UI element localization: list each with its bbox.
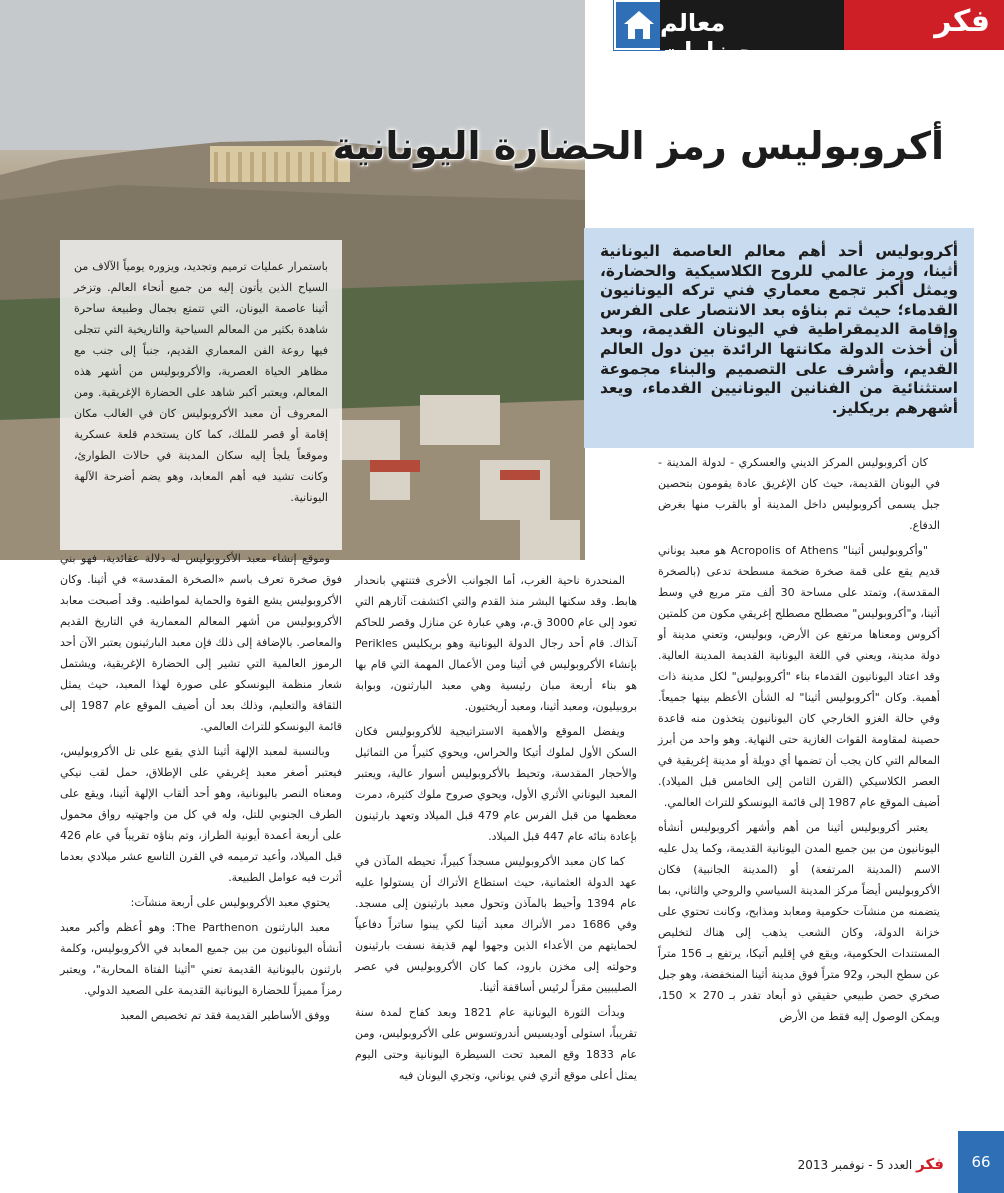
subsection-label bbox=[660, 0, 844, 65]
section-label bbox=[844, 0, 1004, 50]
page-number: 66 bbox=[958, 1131, 1004, 1193]
paragraph: يحتوي معبد الأكروبوليس على أربعة منشآت: bbox=[130, 896, 330, 909]
column-middle bbox=[355, 570, 637, 1090]
paragraph: كما كان معبد الأكروبوليس مسجداً كبيراً، تحيطه المآذن في عهد الدولة العثمانية، حيث استطاع الأتراك أن يستولوا عليه عام 1394 وأحيط بالمآذن وتحول معبد بارثينون إلى مسجد. وفي 1686 دمر الأتراك معبد أثينا لكي يبنوا ساتراً دفاعياً لحمايتهم من الأعداء الذين وجهوا لهم قذيفة نسفت بارثينون وحولته إلى مخزن بارود، كما كان الأكروبوليس في عصر الصليبيين مقراً لرئيس أساقفة أثينا. bbox=[355, 855, 637, 994]
paragraph: يعتبر أكروبوليس أثينا من أهم وأشهر أكروبوليس أنشأه اليونانيون من بين جميع المدن اليونانية القديمة، وكما يدل عليه الاسم (المدينة المرتفعة) أو (المدينة الجانبية) فكان الأكروبوليس أيضاً مركز المدينة السياسي والروحي والثاني، بما يتضمنه من منشآت حكومية ومعابد ومذابح، وكانت تحتوي على خزانة الدولة، وكان الشعب يذهب إلى هناك لتخليص المستندات الحكومية، ويقع في إقليم أتيكا، يرتفع بـ 156 متراً عن سطح البحر، و92 متراً فوق مدينة أثينا المنخفضة، وهو جبل صخري حصن طبيعي حقيقي ذو أبعاد تقدر بـ 270 × 150، ويمكن الوصول إليه فقط من الأرض bbox=[658, 821, 941, 1023]
overlay-paragraph: باستمرار عمليات ترميم وتجديد، ويزوره يومياً الآلاف من السياح الذين يأتون إليه من جميع أنحاء العالم. وتزخر أثينا عاصمة اليونان، التي تتمتع بجمال وطبيعة ساحرة شاهدة بكثير من المعالم السياحية والتاريخية التي تتجلى فيها روعة الفن المعماري القديم، جنباً إلى جنب مع مظاهر الحياة العصرية، والأكروبوليس من أشهر هذه المعالم، ويعتبر أكبر شاهد على الحضارة الإغريقية. ومن المعروف أن معبد الأكروبوليس كان في الغالب مكان إقامة أو قصر للملك، كما كان يستخدم قلعة عسكرية وموقعاً يلجأ إليه سكان المدينة في حالات الطوارئ، وكانت تشيد فيه أهم المعابد، وهو يضم أضرحة الآلهة اليونانية. bbox=[60, 240, 342, 550]
footer-magazine: فكر bbox=[916, 1155, 944, 1173]
home-icon[interactable] bbox=[614, 0, 664, 50]
paragraph: "وأكروبوليس أثينا" Acropolis of Athens هو معبد يوناني قديم يقع على قمة صخرة ضخمة مسطحة تدعى (بالصخرة المقدسة)، وتمتد على مساحة 30 ألف متر مربع في وسط أثينا، و"أكروبوليس" مصطلح مصطلح إغريقي مكون من كلمتين أكروس ومعناها مرتفع عن الأرض، وبوليس، وتعني مدينة أو دولة مدينة، ويعني في اللغة اليونانية القديمة المدينة العالية. وقد اعتاد اليونانيون القدماء بناء "أكروبوليس" لكل مدينة ذات أهمية. وكان "أكروبوليس أثينا" له الشأن الأعظم بينها جميعاً. وفي حالة الغزو الخارجي كان اليونانيون يتخذون منه قاعدة حصينة لمقاومة القوات الغازية حتى النهاية. وهو واحد من أبرز المعالم التي كان يجب أن تضمها أي دويلة أو مدينة إغريقية في العصر الكلاسيكي (القرن الثامن إلى الخامس قبل الميلاد). أضيف الموقع عام 1987 إلى قائمة اليونسكو للتراث العالمي. bbox=[658, 544, 940, 809]
subsection-text: معالم وحضارات bbox=[660, 9, 772, 65]
lead-paragraph: أكروبوليس أحد أهم معالم العاصمة اليونانية أثينا، ورمز عالمي للروح الكلاسيكية والحضارة، ويمثل أكبر تجمع معماري فني تركه اليونانيون القدماء؛ حيث تم بناؤه بعد الانتصار على الفرس وإقامة الديمقراطية في اليونان القديمة، وبعد أن أخذت الدولة مكانتها الرائدة بين دول العالم القديم، وأشرف على التصميم والبناء مجموعة استثنائية من الفنانين اليونانيين القدماء، ويعد أشهرهم بريكليز. bbox=[584, 228, 974, 448]
paragraph: وموقع إنشاء معبد الأكروبوليس له دلالة عقائدية، فهو بني فوق صخرة تعرف باسم «الصخرة المقدسة» في أثينا. وكان الأكروبوليس يشع القوة والحماية لمواطنيه. وقد أصبحت معابد الأكروبوليس من أشهر المعالم المعمارية في التاريخ القديم والمعاصر. بالإضافة إلى ذلك فإن معبد البارثينون يعتبر الآن أحد الرموز العالمية التي تشير إلى الحضارة الإغريقية، ويشتمل شعار منظمة اليونسكو على صورة لهذا المعبد، حيث يمثل الثقافة والتعليم، وذلك بعد أن أضيف الموقع عام 1987 إلى قائمة اليونسكو للتراث العالمي. bbox=[60, 552, 342, 733]
paragraph: المنحدرة ناحية الغرب، أما الجوانب الأخرى فتنتهي بانحدار هابط. وقد سكنها البشر منذ القدم والتي اكتشفت آثارهم التي تعود إلى عام 3000 ق.م، وهي عبارة عن منازل وقصر للحاكم آنذاك. قام أحد رجال الدولة اليونانية وهو بريكليس Perikles بإنشاء الأكروبوليس في أثينا ومن الأعمال المهمة التي قام بها هو بناء أربعة مبان رئيسية وهي معبد البارثنون، وبوابة بروبيليون، ومعبد أثينا، ومعبد أريختيون. bbox=[355, 574, 637, 713]
paragraph: وبدأت الثورة اليونانية عام 1821 وبعد كفاح لمدة سنة تقريباً، استولى أوديسيس أندروتسوس على الأكروبوليس، ومن عام 1833 وقع المعبد تحت السيطرة اليونانية وحتى اليوم يمثل أعلى موقع أثري فني يوناني، وتجري اليونان فيه bbox=[355, 1006, 637, 1082]
paragraph: كان أكروبوليس المركز الديني والعسكري - لدولة المدينة - في اليونان القديمة، حيث كان الإغريق عادة يقومون بتحصين جبل يسمى أكروبوليس داخل المدينة أو بالقرب منها بغرض الدفاع. bbox=[658, 456, 940, 532]
paragraph: معبد البارثنون The Parthenon: وهو أعظم وأكبر معبد أنشأه اليونانيون من بين جميع المعابد في الأكروبوليس، وكلمة بارثنون باليونانية القديمة تعني "أثينا الفتاة المحاربة"، ويعتبر رمزاً مميزاً للحضارة اليونانية القديمة على الصعيد الدولي. bbox=[60, 921, 342, 997]
paragraph: وبالنسبة لمعبد الإلهة أثينا الذي يقبع على تل الأكروبوليس، فيعتبر أصغر معبد إغريقي على الإطلاق، حمل لقب نيكي ومعناه النصر باليونانية، وهو أحد ألقاب الإلهة أثينا، ويقع على الطرف الجنوبي للتل، وله في كل من واجهتيه رواق محمول على أربعة أعمدة أيونية الطراز، وتم بناؤه تقريباً في عام 426 قبل الميلاد، وأعيد ترميمه في القرن التاسع عشر ميلادي بعدما أثرت فيه عوامل الطبيعة. bbox=[60, 745, 342, 884]
footer-issue bbox=[798, 1155, 944, 1173]
paragraph: ووفق الأساطير القديمة فقد تم تخصيص المعبد bbox=[120, 1009, 330, 1022]
section-header bbox=[606, 0, 1004, 65]
footer-issue-text: العدد 5 - نوفمبر 2013 bbox=[797, 1158, 913, 1172]
section-text: فكر bbox=[934, 4, 990, 39]
article-title: أكروبوليس رمز الحضارة اليونانية bbox=[332, 124, 944, 168]
column-left bbox=[60, 548, 342, 1030]
column-right bbox=[658, 452, 940, 1031]
paragraph: ويفضل الموقع والأهمية الاستراتيجية للأكروبوليس فكان السكن الأول لملوك أتيكا والحراس، ويحوي كثيراً من التماثيل والأحجار المقدسة، وتحيط بالأكروبوليس أسوار عالية، ويعتبر المعبد اليوناني الأثري الأول، ويحوي صروح ملوك كثيرة، دمرت معظمها من قبل الفرس عام 479 قبل الميلاد وتعهد بارثينون بإعادة بنائه عام 447 قبل الميلاد. bbox=[355, 725, 638, 843]
